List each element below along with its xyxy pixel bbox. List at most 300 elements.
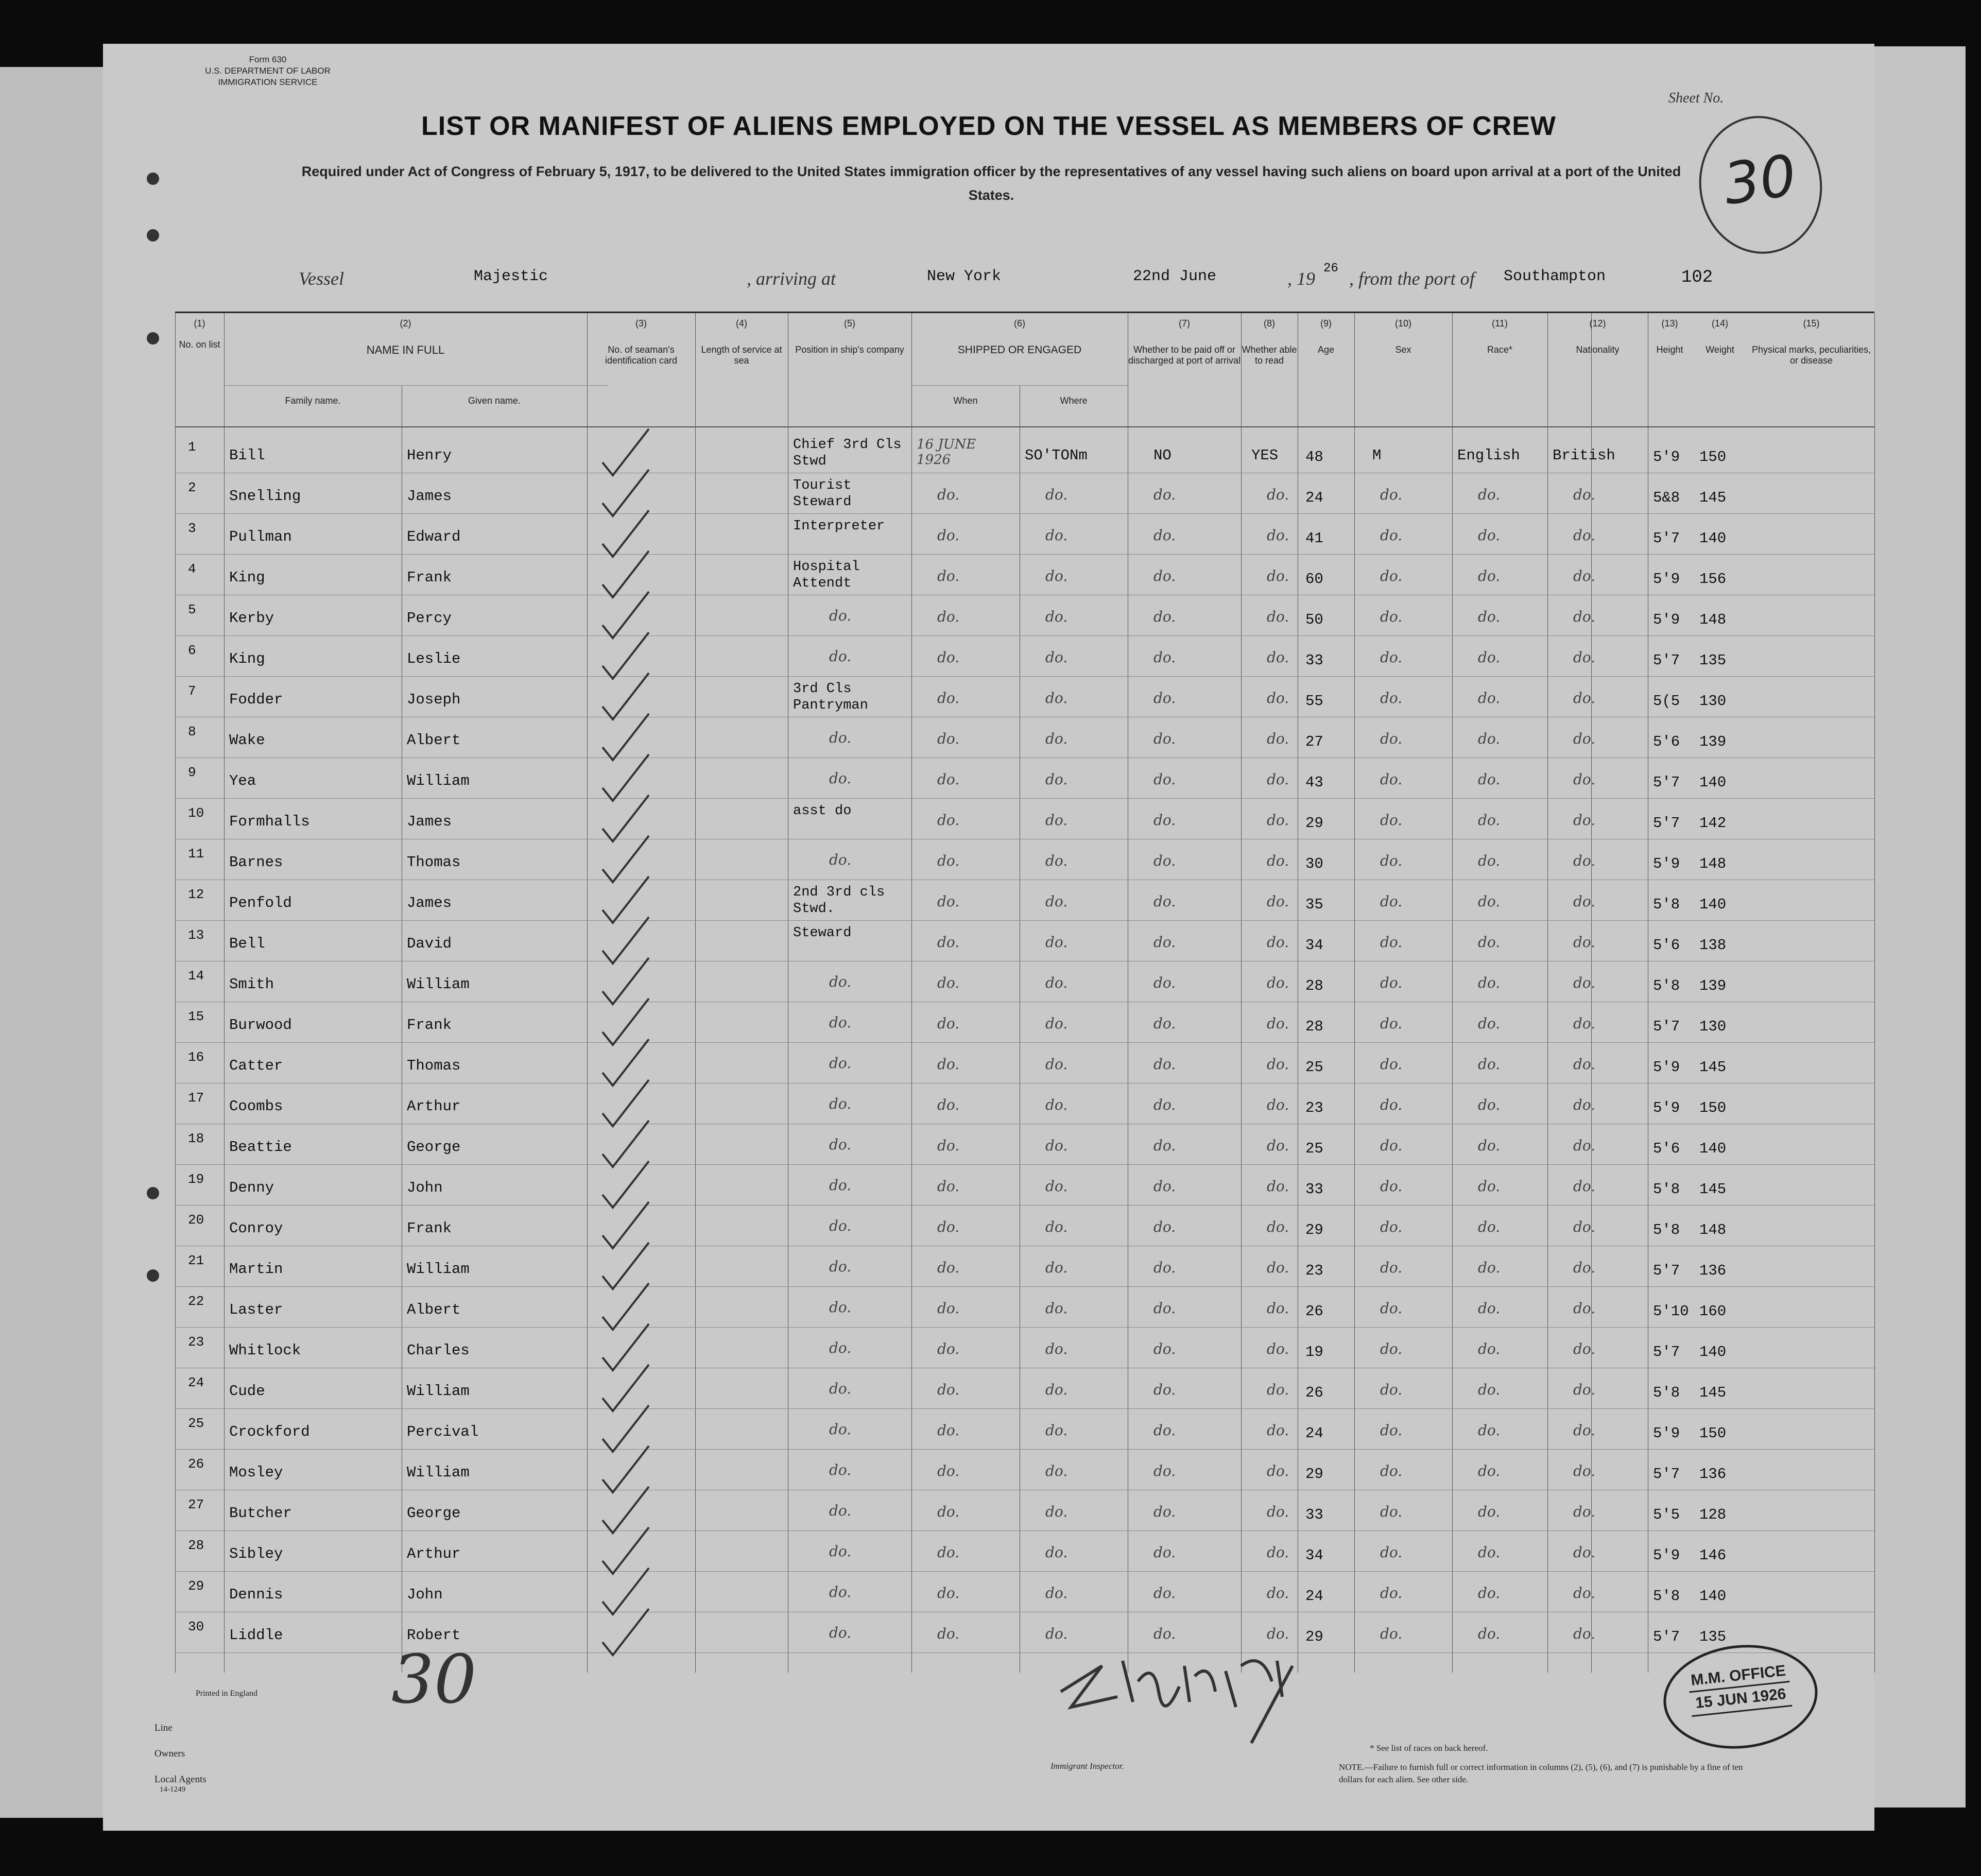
race-note: * See list of races on back hereof. (1370, 1743, 1488, 1753)
age: 41 (1305, 530, 1323, 547)
owners-label: Owners (154, 1748, 185, 1759)
shipped-when-ditto: do. (937, 649, 960, 666)
page-subtitle: Required under Act of Congress of February 5, 1917, to be delivered to the United States immigration officer by the representatives of any vessel having such aliens on board upon arrival at a port of the United States. (301, 164, 1681, 203)
nationality-ditto: do. (1573, 1218, 1596, 1235)
paid-off-ditto: do. (1153, 771, 1176, 788)
column-rule (695, 313, 696, 1673)
row-rule (175, 1164, 1874, 1165)
race-ditto: do. (1478, 1381, 1501, 1398)
height: 5'9 (1653, 611, 1680, 628)
nationality-ditto: do. (1573, 730, 1596, 747)
family-name: Mosley (229, 1464, 283, 1481)
age: 30 (1305, 855, 1323, 872)
race-ditto: do. (1478, 1056, 1501, 1073)
sex-ditto: do. (1380, 1096, 1403, 1113)
row-rule (175, 1449, 1874, 1450)
sex-ditto: do. (1380, 1137, 1403, 1154)
able-to-read-ditto: do. (1267, 1340, 1289, 1357)
nationality-ditto: do. (1573, 1178, 1596, 1195)
shipped-where-ditto: do. (1045, 974, 1068, 991)
shipped-where-ditto: do. (1045, 1503, 1068, 1520)
col-2-header: (2) NAME IN FULL (366, 318, 445, 356)
row-number: 10 (188, 805, 204, 821)
shipped-when-ditto: do. (937, 486, 960, 503)
able-to-read-ditto: do. (1267, 730, 1289, 747)
paid-off-ditto: do. (1153, 1259, 1176, 1276)
punch-hole (147, 1187, 159, 1199)
paid-off-ditto: do. (1153, 1137, 1176, 1154)
row-rule (175, 1205, 1874, 1206)
shipped-when-ditto: do. (937, 1056, 960, 1073)
height: 5&8 (1653, 489, 1680, 506)
given-name: David (407, 935, 452, 952)
able-to-read-ditto: do. (1267, 852, 1289, 869)
race-ditto: do. (1478, 934, 1501, 951)
nationality-ditto: do. (1573, 1625, 1596, 1642)
stamp-office: M.M. OFFICE (1690, 1662, 1787, 1689)
row-rule (175, 1327, 1874, 1328)
sex-ditto: do. (1380, 1381, 1403, 1398)
col-1-header: (1) No. on list (179, 318, 220, 350)
nationality-ditto: do. (1573, 527, 1596, 544)
race-ditto: do. (1478, 1625, 1501, 1642)
nationality-ditto: do. (1573, 852, 1596, 869)
form-header (144, 54, 391, 88)
position-ditto: do. (829, 1502, 852, 1519)
shipped-where-ditto: do. (1045, 1218, 1068, 1235)
sex-ditto: do. (1380, 1503, 1403, 1520)
family-name: Cude (229, 1383, 265, 1400)
shipped-where-ditto: do. (1045, 1259, 1068, 1276)
shipped-where-ditto: do. (1045, 1056, 1068, 1073)
sex-ditto: do. (1380, 1544, 1403, 1561)
sex-ditto: do. (1380, 1300, 1403, 1317)
nationality-ditto: do. (1573, 1544, 1596, 1561)
shipped-where-ditto: do. (1045, 893, 1068, 910)
given-name: George (407, 1139, 461, 1156)
col-14-header: (14) Weight (1706, 318, 1734, 355)
weight: 156 (1699, 571, 1727, 588)
height: 5'7 (1653, 1262, 1680, 1279)
sex-ditto: do. (1380, 852, 1403, 869)
given-name: James (407, 488, 452, 505)
height: 5'9 (1653, 1099, 1680, 1116)
sex-ditto: do. (1380, 1178, 1403, 1195)
sex: M (1372, 447, 1382, 464)
age: 35 (1305, 896, 1323, 913)
shipped-where-ditto: do. (1045, 1178, 1068, 1195)
race-ditto: do. (1478, 812, 1501, 829)
vessel-line (103, 262, 1874, 299)
column-rule (1354, 313, 1355, 1673)
race-ditto: do. (1478, 486, 1501, 503)
weight: 135 (1699, 652, 1727, 669)
given-name: Arthur (407, 1545, 461, 1562)
family-name: Barnes (229, 854, 283, 871)
weight: 130 (1699, 1018, 1727, 1035)
shipped-when-ditto: do. (937, 730, 960, 747)
weight: 140 (1699, 530, 1727, 547)
shipped-where-ditto: do. (1045, 1462, 1068, 1479)
age: 55 (1305, 693, 1323, 710)
height: 5'8 (1653, 1588, 1680, 1605)
shipped-when-ditto: do. (937, 1218, 960, 1235)
family-name: Pullman (229, 528, 292, 545)
given-name: Frank (407, 1220, 452, 1237)
able-to-read-ditto: do. (1267, 1178, 1289, 1195)
age: 29 (1305, 815, 1323, 832)
family-name: Denny (229, 1179, 274, 1196)
row-number: 4 (188, 561, 196, 577)
age: 43 (1305, 774, 1323, 791)
age: 48 (1305, 449, 1323, 466)
position-ditto: do. (829, 1421, 852, 1438)
height: 5'8 (1653, 1384, 1680, 1401)
nationality-ditto: do. (1573, 1056, 1596, 1073)
height: 5'6 (1653, 733, 1680, 750)
weight: 139 (1699, 977, 1727, 994)
col-10-header: (10) Sex (1394, 318, 1411, 355)
position-ditto: do. (829, 1177, 852, 1194)
year-label: , 19 (1287, 268, 1315, 289)
race-ditto: do. (1478, 1259, 1501, 1276)
service-name: IMMIGRATION SERVICE (218, 77, 318, 87)
row-number: 27 (188, 1497, 204, 1512)
paid-off-ditto: do. (1153, 934, 1176, 951)
arriving-label: , arriving at (747, 268, 836, 289)
nationality-ditto: do. (1573, 812, 1596, 829)
sex-ditto: do. (1380, 527, 1403, 544)
row-rule (175, 1042, 1874, 1043)
shipped-when-ditto: do. (937, 934, 960, 951)
paid-off-ditto: do. (1153, 852, 1176, 869)
age: 25 (1305, 1140, 1323, 1157)
height: 5'7 (1653, 1018, 1680, 1035)
nationality-ditto: do. (1573, 1137, 1596, 1154)
nationality-ditto: do. (1573, 649, 1596, 666)
weight: 130 (1699, 693, 1727, 710)
paid-off-ditto: do. (1153, 1585, 1176, 1602)
paid-off-ditto: do. (1153, 893, 1176, 910)
col-4-header: (4) Length of service at sea (701, 318, 782, 366)
weight: 150 (1699, 449, 1727, 466)
paid-off-ditto: do. (1153, 527, 1176, 544)
shipped-where-ditto: do. (1045, 730, 1068, 747)
weight: 128 (1699, 1506, 1727, 1523)
position: 3rd Cls Pantryman (793, 681, 868, 713)
able-to-read-ditto: do. (1267, 527, 1289, 544)
shipped-when-ditto: do. (937, 608, 960, 625)
row-rule (175, 635, 1874, 636)
race-ditto: do. (1478, 1218, 1501, 1235)
weight: 160 (1699, 1303, 1727, 1320)
family-name: Kerby (229, 610, 274, 627)
able-to-read-ditto: do. (1267, 812, 1289, 829)
row-number: 17 (188, 1090, 204, 1106)
family-name: Laster (229, 1301, 283, 1318)
arrival-year: 26 (1323, 262, 1338, 276)
nationality-ditto: do. (1573, 1381, 1596, 1398)
manifest-table (175, 312, 1874, 1673)
shipped-where-ditto: do. (1045, 1585, 1068, 1602)
position-ditto: do. (829, 1136, 852, 1153)
paid-off-ditto: do. (1153, 1422, 1176, 1439)
position: Steward (793, 925, 852, 941)
family-name: Yea (229, 772, 256, 789)
nationality-ditto: do. (1573, 1096, 1596, 1113)
height: 5'7 (1653, 815, 1680, 832)
family-name: Conroy (229, 1220, 283, 1237)
paid-off-ditto: do. (1153, 486, 1176, 503)
able-to-read-ditto: do. (1267, 1096, 1289, 1113)
position-ditto: do. (829, 1014, 852, 1031)
age: 34 (1305, 1547, 1323, 1564)
age: 28 (1305, 977, 1323, 994)
column-rule (1452, 313, 1453, 1673)
row-number: 24 (188, 1375, 204, 1390)
form-code: 14-1249 (160, 1785, 185, 1794)
shipped-when-ditto: do. (937, 812, 960, 829)
weight: 146 (1699, 1547, 1727, 1564)
given-name: Albert (407, 1301, 461, 1318)
given-name: John (407, 1179, 443, 1196)
column-rule (175, 313, 176, 1673)
column-rule (224, 313, 225, 1673)
able-to-read-ditto: do. (1267, 934, 1289, 951)
nationality-ditto: do. (1573, 690, 1596, 707)
position-ditto: do. (829, 851, 852, 868)
paid-off-ditto: do. (1153, 1503, 1176, 1520)
shipped-where-ditto: do. (1045, 486, 1068, 503)
height: 5'7 (1653, 530, 1680, 547)
given-name: William (407, 1261, 470, 1278)
given-name: Leslie (407, 650, 461, 667)
header-rule (911, 385, 1128, 386)
given-name: William (407, 976, 470, 993)
shipped-where-ditto: do. (1045, 527, 1068, 544)
nationality-ditto: do. (1573, 1422, 1596, 1439)
able-to-read-ditto: do. (1267, 771, 1289, 788)
family-name: King (229, 569, 265, 586)
sex-ditto: do. (1380, 1056, 1403, 1073)
row-number: 26 (188, 1456, 204, 1472)
race-ditto: do. (1478, 1340, 1501, 1357)
race: English (1457, 447, 1520, 464)
family-name: Formhalls (229, 813, 310, 830)
family-name: Penfold (229, 894, 292, 911)
nationality-ditto: do. (1573, 486, 1596, 503)
paid-off-ditto: do. (1153, 1340, 1176, 1357)
able-to-read-ditto: do. (1267, 608, 1289, 625)
position-ditto: do. (829, 1217, 852, 1234)
shipped-when-ditto: do. (937, 974, 960, 991)
shipped-when-ditto: do. (937, 1137, 960, 1154)
family-name: Bell (229, 935, 265, 952)
shipped-when-ditto: do. (937, 893, 960, 910)
shipped-when: 16 JUNE 1926 (917, 437, 976, 468)
where-header: Where (1060, 395, 1088, 406)
shipped-where-ditto: do. (1045, 1544, 1068, 1561)
shipped-where-ditto: do. (1045, 690, 1068, 707)
position: 2nd 3rd cls Stwd. (793, 885, 885, 917)
row-number: 6 (188, 643, 196, 658)
col-15-header: (15) Physical marks, peculiarities, or disease (1751, 318, 1871, 366)
shipped-where-ditto: do. (1045, 649, 1068, 666)
row-rule (175, 1571, 1874, 1572)
weight: 145 (1699, 1059, 1727, 1076)
race-ditto: do. (1478, 1015, 1501, 1032)
age: 33 (1305, 1506, 1323, 1523)
row-number: 11 (188, 846, 204, 862)
shipped-where-ditto: do. (1045, 1137, 1068, 1154)
able-to-read-ditto: do. (1267, 1015, 1289, 1032)
shipped-where-ditto: do. (1045, 567, 1068, 584)
family-name: Fodder (229, 691, 283, 708)
able-to-read-ditto: do. (1267, 1218, 1289, 1235)
given-name: Frank (407, 569, 452, 586)
position-ditto: do. (829, 607, 852, 624)
able-to-read-ditto: do. (1267, 893, 1289, 910)
position: asst do (793, 803, 852, 819)
paid-off-ditto: do. (1153, 974, 1176, 991)
row-rule (175, 1530, 1874, 1531)
sheet-number-label: Sheet No. (1668, 90, 1724, 106)
height: 5'9 (1653, 449, 1680, 466)
penalty-note: NOTE.—Failure to furnish full or correct information in columns (2), (5), (6), and (7) is punishable by a fine of ten dollars for each alien. See other side. (1339, 1762, 1743, 1784)
family-name: Dennis (229, 1586, 283, 1603)
age: 33 (1305, 652, 1323, 669)
row-number: 19 (188, 1172, 204, 1187)
sex-ditto: do. (1380, 608, 1403, 625)
able-to-read-ditto: do. (1267, 1137, 1289, 1154)
given-name: Albert (407, 732, 461, 749)
list-number: 102 (1681, 268, 1713, 287)
given-name: Thomas (407, 854, 461, 871)
position-ditto: do. (829, 1055, 852, 1072)
position: Chief 3rd Cls Stwd (793, 437, 902, 469)
handwritten-total: 30 (391, 1640, 477, 1718)
shipped-where: SO'TONm (1025, 447, 1088, 464)
column-rule (587, 313, 588, 1673)
col-13-header: (13) Height (1656, 318, 1683, 355)
col-12-header: (12) Nationality (1576, 318, 1620, 355)
family-name: Bill (229, 447, 265, 464)
age: 29 (1305, 1628, 1323, 1645)
row-number: 3 (188, 521, 196, 536)
shipped-when-ditto: do. (937, 1585, 960, 1602)
given-name: James (407, 813, 452, 830)
sex-ditto: do. (1380, 974, 1403, 991)
shipped-when-ditto: do. (937, 1300, 960, 1317)
row-rule (175, 513, 1874, 514)
row-number: 30 (188, 1619, 204, 1634)
age: 33 (1305, 1181, 1323, 1198)
shipped-when-ditto: do. (937, 527, 960, 544)
race-ditto: do. (1478, 690, 1501, 707)
from-port-label: , from the port of (1349, 268, 1475, 289)
height: 5'7 (1653, 1466, 1680, 1483)
able-to-read-ditto: do. (1267, 1462, 1289, 1479)
shipped-when-ditto: do. (937, 690, 960, 707)
race-ditto: do. (1478, 608, 1501, 625)
sex-ditto: do. (1380, 934, 1403, 951)
departure-port: Southampton (1504, 268, 1606, 285)
weight: 145 (1699, 1384, 1727, 1401)
given-name: John (407, 1586, 443, 1603)
given-name: Henry (407, 447, 452, 464)
nationality-ditto: do. (1573, 771, 1596, 788)
row-number: 18 (188, 1131, 204, 1146)
age: 27 (1305, 733, 1323, 750)
shipped-where-ditto: do. (1045, 934, 1068, 951)
family-name-header: Family name. (285, 395, 341, 406)
race-ditto: do. (1478, 1585, 1501, 1602)
sex-ditto: do. (1380, 1422, 1403, 1439)
row-number: 25 (188, 1416, 204, 1431)
weight: 140 (1699, 1588, 1727, 1605)
shipped-where-ditto: do. (1045, 1381, 1068, 1398)
height: 5'10 (1653, 1303, 1689, 1320)
height: 5'7 (1653, 652, 1680, 669)
sex-ditto: do. (1380, 893, 1403, 910)
row-number: 29 (188, 1578, 204, 1594)
row-rule (175, 676, 1874, 677)
paid-off-ditto: do. (1153, 1381, 1176, 1398)
age: 26 (1305, 1384, 1323, 1401)
printed-in-label: Printed in England (196, 1689, 257, 1698)
height: 5'7 (1653, 1344, 1680, 1361)
department-name: U.S. DEPARTMENT OF LABOR (205, 66, 331, 76)
weight: 142 (1699, 815, 1727, 832)
row-number: 7 (188, 683, 196, 699)
weight: 150 (1699, 1425, 1727, 1442)
position-ditto: do. (829, 1543, 852, 1560)
punch-hole (147, 1269, 159, 1282)
given-name: Robert (407, 1627, 461, 1644)
paid-off-ditto: do. (1153, 812, 1176, 829)
position-ditto: do. (829, 1584, 852, 1600)
row-number: 20 (188, 1212, 204, 1228)
punch-hole (147, 229, 159, 242)
able-to-read-ditto: do. (1267, 1625, 1289, 1642)
col-6-header: (6) SHIPPED OR ENGAGED (957, 318, 1082, 356)
family-name: Burwood (229, 1017, 292, 1034)
nationality-ditto: do. (1573, 1462, 1596, 1479)
age: 24 (1305, 1425, 1323, 1442)
col-9-header: (9) Age (1317, 318, 1335, 355)
shipped-when-ditto: do. (937, 1503, 960, 1520)
weight: 140 (1699, 896, 1727, 913)
able-to-read: YES (1251, 447, 1279, 464)
height: 5'9 (1653, 1547, 1680, 1564)
weight: 138 (1699, 937, 1727, 954)
given-name: Charles (407, 1342, 470, 1359)
column-rule (911, 313, 912, 1673)
shipped-where-ditto: do. (1045, 608, 1068, 625)
shipped-where-ditto: do. (1045, 1340, 1068, 1357)
age: 24 (1305, 1588, 1323, 1605)
weight: 150 (1699, 1099, 1727, 1116)
position-ditto: do. (829, 648, 852, 665)
given-name: James (407, 894, 452, 911)
able-to-read-ditto: do. (1267, 1544, 1289, 1561)
able-to-read-ditto: do. (1267, 1422, 1289, 1439)
position-ditto: do. (829, 1095, 852, 1112)
paid-off-ditto: do. (1153, 1056, 1176, 1073)
shipped-where-ditto: do. (1045, 1096, 1068, 1113)
able-to-read-ditto: do. (1267, 1056, 1289, 1073)
row-number: 21 (188, 1253, 204, 1268)
